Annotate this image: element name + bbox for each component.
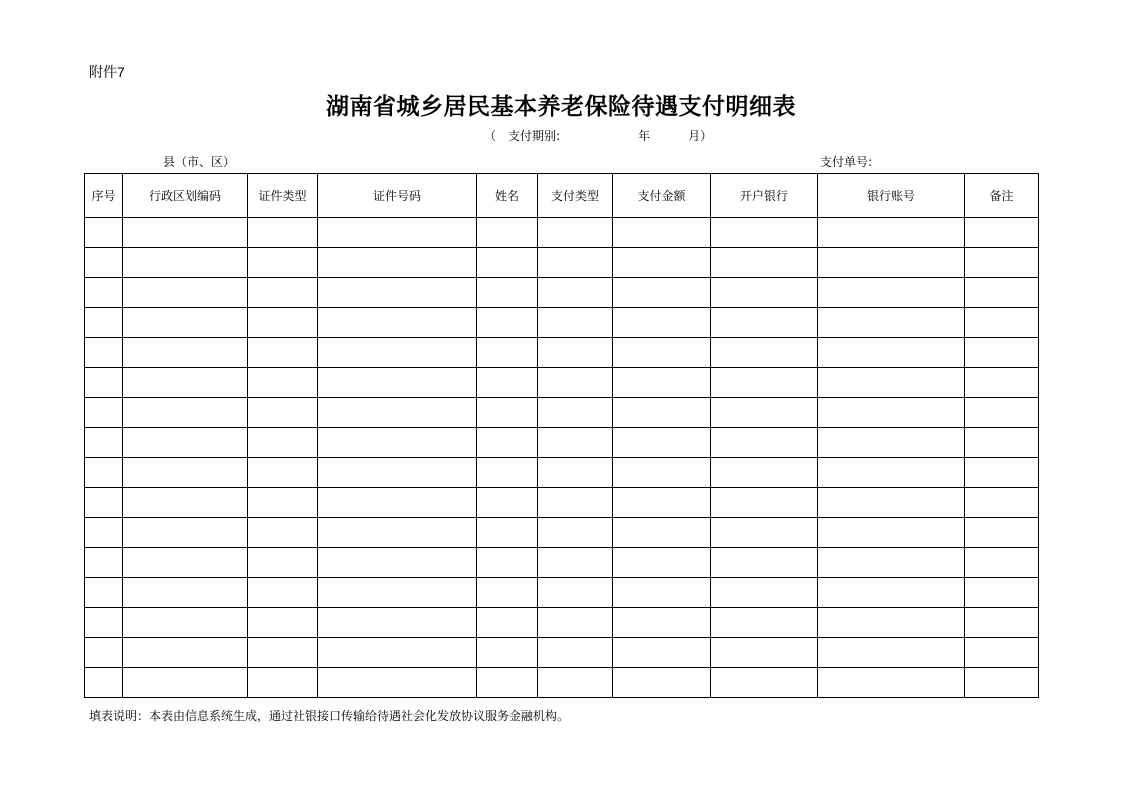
table-cell — [965, 278, 1039, 308]
table-cell — [318, 668, 477, 698]
table-cell — [123, 608, 248, 638]
table-cell — [123, 638, 248, 668]
table-cell — [248, 668, 318, 698]
column-header: 证件类型 — [248, 174, 318, 218]
table-cell — [613, 398, 711, 428]
table-row — [85, 578, 1039, 608]
table-cell — [818, 458, 965, 488]
table-cell — [965, 428, 1039, 458]
table-cell — [613, 668, 711, 698]
table-cell — [318, 578, 477, 608]
table-cell — [965, 488, 1039, 518]
table-cell — [318, 218, 477, 248]
table-cell — [965, 638, 1039, 668]
table-cell — [248, 278, 318, 308]
table-cell — [711, 608, 818, 638]
county-label: 县（市、区） — [163, 155, 236, 169]
table-cell — [477, 218, 538, 248]
table-cell — [818, 248, 965, 278]
table-cell — [711, 578, 818, 608]
table-cell — [477, 368, 538, 398]
column-header: 备注 — [965, 174, 1039, 218]
table-cell — [248, 488, 318, 518]
table-cell — [818, 518, 965, 548]
table-cell — [538, 218, 613, 248]
table-cell — [85, 218, 123, 248]
table-cell — [477, 308, 538, 338]
table-cell — [818, 338, 965, 368]
table-cell — [318, 338, 477, 368]
table-cell — [85, 428, 123, 458]
table-row — [85, 488, 1039, 518]
table-cell — [477, 608, 538, 638]
table-cell — [123, 368, 248, 398]
table-row — [85, 218, 1039, 248]
table-cell — [711, 338, 818, 368]
table-cell — [123, 668, 248, 698]
table-cell — [123, 398, 248, 428]
table-cell — [85, 398, 123, 428]
period-open-paren: （ — [484, 128, 497, 143]
table-cell — [538, 428, 613, 458]
column-header: 证件号码 — [318, 174, 477, 218]
table-cell — [613, 638, 711, 668]
table-cell — [85, 338, 123, 368]
table-row — [85, 368, 1039, 398]
table-cell — [477, 248, 538, 278]
table-cell — [123, 248, 248, 278]
table-cell — [123, 218, 248, 248]
table-cell — [538, 458, 613, 488]
table-cell — [248, 368, 318, 398]
table-cell — [965, 398, 1039, 428]
table-cell — [613, 518, 711, 548]
table-cell — [123, 278, 248, 308]
table-cell — [318, 518, 477, 548]
table-cell — [85, 488, 123, 518]
table-cell — [248, 398, 318, 428]
payment-number-label: 支付单号: — [820, 155, 873, 169]
table-cell — [711, 398, 818, 428]
table-cell — [248, 638, 318, 668]
table-cell — [318, 608, 477, 638]
table-cell — [123, 578, 248, 608]
table-cell — [711, 518, 818, 548]
column-header: 开户银行 — [711, 174, 818, 218]
table-row — [85, 458, 1039, 488]
table-row — [85, 518, 1039, 548]
table-cell — [711, 458, 818, 488]
table-cell — [613, 488, 711, 518]
table-cell — [248, 578, 318, 608]
table-cell — [711, 368, 818, 398]
table-cell — [477, 338, 538, 368]
table-cell — [965, 548, 1039, 578]
table-cell — [613, 248, 711, 278]
table-cell — [538, 248, 613, 278]
table-cell — [248, 548, 318, 578]
table-cell — [318, 308, 477, 338]
table-cell — [818, 668, 965, 698]
table-cell — [85, 308, 123, 338]
payment-detail-table — [84, 173, 1039, 698]
table-cell — [818, 428, 965, 458]
table-row — [85, 308, 1039, 338]
table-cell — [85, 368, 123, 398]
table-cell — [711, 278, 818, 308]
table-cell — [248, 608, 318, 638]
table-cell — [85, 608, 123, 638]
period-close-paren: ） — [700, 128, 713, 143]
payment-period — [484, 127, 712, 143]
table-row — [85, 548, 1039, 578]
table-cell — [613, 368, 711, 398]
table-cell — [85, 578, 123, 608]
table-cell — [123, 518, 248, 548]
table-cell — [318, 368, 477, 398]
table-cell — [318, 548, 477, 578]
column-header: 支付金额 — [613, 174, 711, 218]
table-cell — [965, 518, 1039, 548]
table-cell — [711, 488, 818, 518]
page-title: 湖南省城乡居民基本养老保险待遇支付明细表 — [326, 93, 796, 120]
table-cell — [318, 488, 477, 518]
table-cell — [538, 608, 613, 638]
table-cell — [85, 248, 123, 278]
table-cell — [477, 548, 538, 578]
column-header: 支付类型 — [538, 174, 613, 218]
table-cell — [248, 338, 318, 368]
table-cell — [123, 338, 248, 368]
table-cell — [538, 488, 613, 518]
table-cell — [613, 428, 711, 458]
table-cell — [711, 218, 818, 248]
table-cell — [477, 518, 538, 548]
table-cell — [318, 458, 477, 488]
table-cell — [538, 368, 613, 398]
table-cell — [965, 608, 1039, 638]
table-body — [85, 218, 1039, 698]
table-cell — [477, 278, 538, 308]
table-cell — [818, 548, 965, 578]
table-cell — [613, 608, 711, 638]
table-header-row — [85, 174, 1039, 218]
table-cell — [538, 518, 613, 548]
column-header: 行政区划编码 — [123, 174, 248, 218]
table-cell — [711, 638, 818, 668]
table-cell — [711, 548, 818, 578]
table-row — [85, 248, 1039, 278]
table-cell — [711, 668, 818, 698]
column-header: 银行账号 — [818, 174, 965, 218]
table-cell — [818, 608, 965, 638]
table-cell — [85, 458, 123, 488]
table-cell — [248, 458, 318, 488]
table-row — [85, 278, 1039, 308]
period-label: 支付期别: — [508, 128, 561, 143]
table-cell — [818, 308, 965, 338]
table-cell — [318, 248, 477, 278]
table-cell — [711, 248, 818, 278]
table-cell — [818, 488, 965, 518]
period-month: 月 — [688, 128, 701, 143]
table-cell — [85, 518, 123, 548]
table-cell — [123, 308, 248, 338]
table-row — [85, 338, 1039, 368]
fill-instructions: 填表说明：本表由信息系统生成，通过社银接口传输给待遇社会化发放协议服务金融机构。 — [89, 709, 570, 723]
table-cell — [538, 278, 613, 308]
table-cell — [248, 218, 318, 248]
table-cell — [477, 638, 538, 668]
table-cell — [613, 308, 711, 338]
table-cell — [123, 458, 248, 488]
table-cell — [613, 218, 711, 248]
column-header: 姓名 — [477, 174, 538, 218]
table-cell — [965, 458, 1039, 488]
table-cell — [248, 428, 318, 458]
table-cell — [965, 248, 1039, 278]
table-row — [85, 608, 1039, 638]
table-cell — [248, 518, 318, 548]
table-cell — [477, 398, 538, 428]
table-cell — [965, 368, 1039, 398]
table-cell — [477, 578, 538, 608]
table-row — [85, 668, 1039, 698]
table-cell — [477, 488, 538, 518]
table-row — [85, 638, 1039, 668]
table-cell — [538, 308, 613, 338]
table-cell — [538, 578, 613, 608]
table-cell — [613, 548, 711, 578]
table-cell — [538, 668, 613, 698]
table-cell — [613, 458, 711, 488]
column-header: 序号 — [85, 174, 123, 218]
table-cell — [613, 278, 711, 308]
table-cell — [965, 218, 1039, 248]
table-cell — [711, 308, 818, 338]
table-cell — [818, 278, 965, 308]
table-row — [85, 398, 1039, 428]
table-cell — [538, 638, 613, 668]
table-cell — [477, 428, 538, 458]
table-cell — [711, 428, 818, 458]
period-year: 年 — [638, 128, 651, 143]
table-row — [85, 428, 1039, 458]
table-cell — [85, 638, 123, 668]
table-cell — [818, 218, 965, 248]
table-cell — [965, 338, 1039, 368]
table-cell — [318, 638, 477, 668]
table-cell — [613, 578, 711, 608]
table-cell — [123, 428, 248, 458]
table-cell — [965, 668, 1039, 698]
table-cell — [85, 668, 123, 698]
table-cell — [248, 308, 318, 338]
table-cell — [123, 488, 248, 518]
table-cell — [318, 278, 477, 308]
table-cell — [318, 398, 477, 428]
table-cell — [818, 368, 965, 398]
table-cell — [818, 578, 965, 608]
table-cell — [318, 428, 477, 458]
table-cell — [123, 548, 248, 578]
table-cell — [538, 398, 613, 428]
table-cell — [613, 338, 711, 368]
table-cell — [965, 578, 1039, 608]
table-cell — [477, 668, 538, 698]
table-cell — [248, 248, 318, 278]
table-cell — [538, 548, 613, 578]
table-cell — [85, 548, 123, 578]
table-cell — [818, 638, 965, 668]
attachment-label: 附件7 — [89, 64, 125, 80]
table-cell — [818, 398, 965, 428]
table-cell — [477, 458, 538, 488]
table-cell — [538, 338, 613, 368]
table-cell — [85, 278, 123, 308]
table-cell — [965, 308, 1039, 338]
